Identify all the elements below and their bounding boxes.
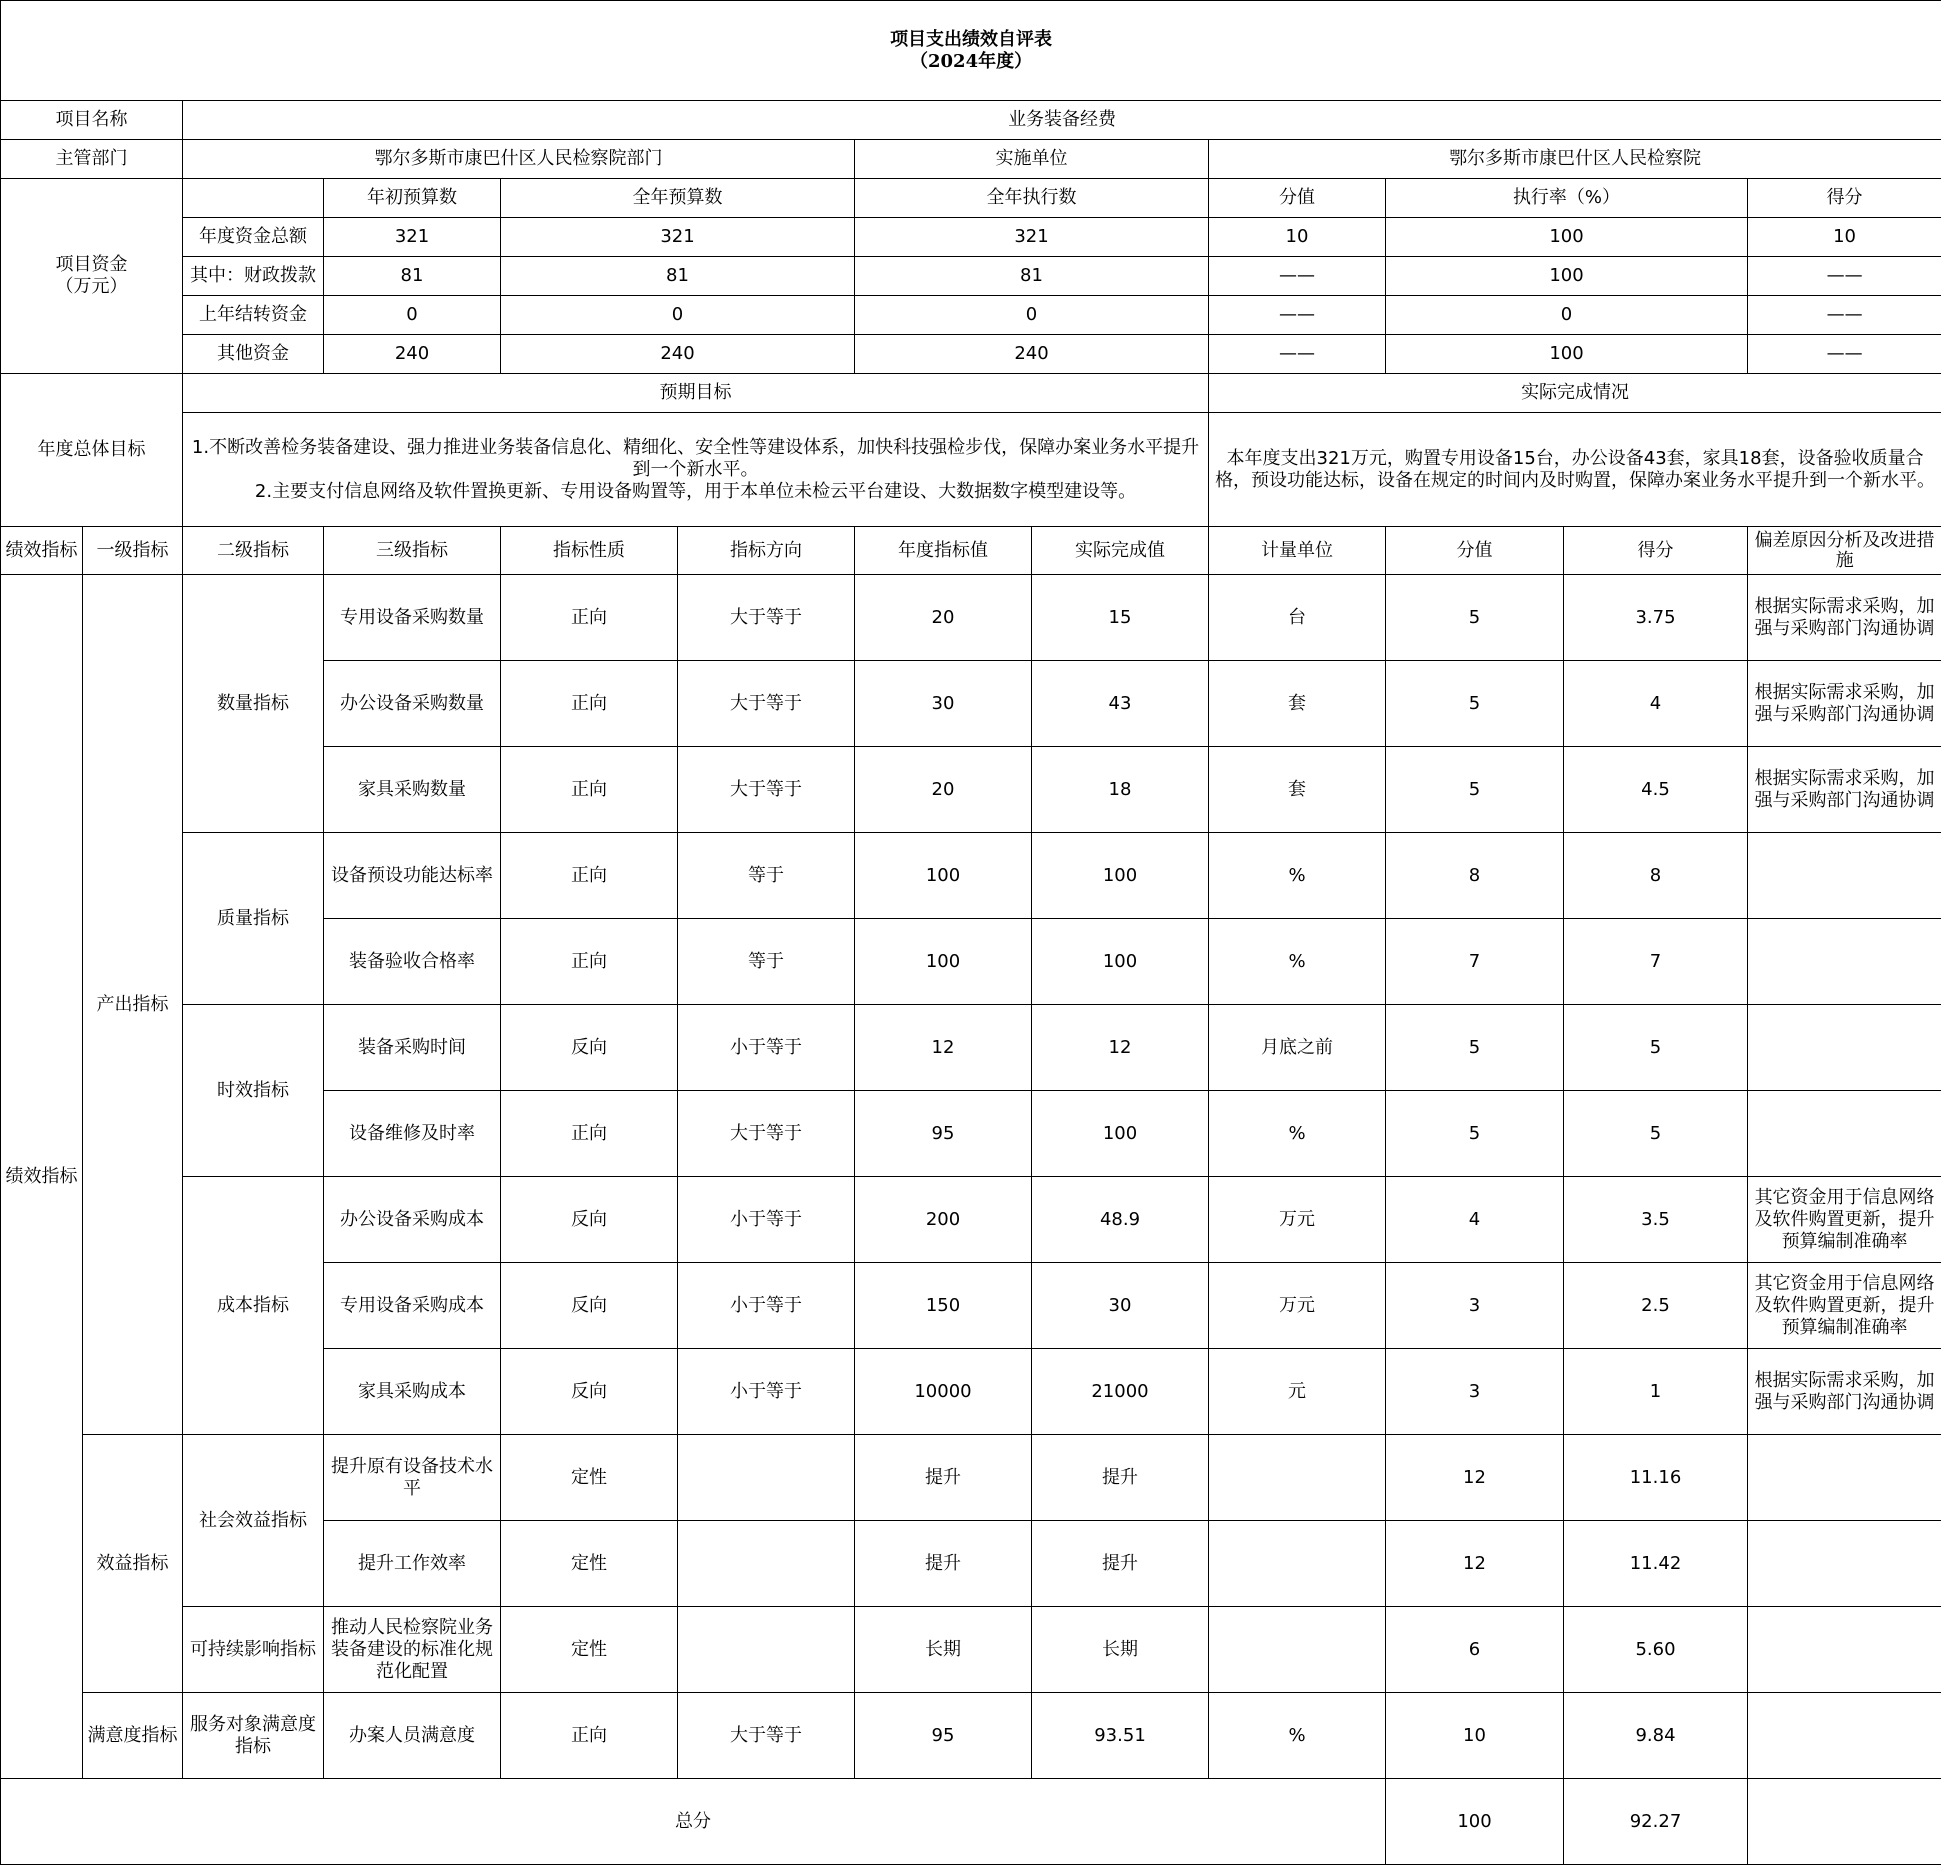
ind-header-10: 得分 [1564,527,1748,575]
funds-header-executed: 全年执行数 [855,179,1209,218]
funds-cell: —— [1748,257,1941,296]
funds-cell: 321 [324,218,501,257]
funds-row-name: 其中：财政拨款 [183,257,324,296]
ind-nature: 反向 [501,1349,678,1435]
goals-expected-header: 预期目标 [183,374,1209,413]
total-weight: 100 [1386,1779,1564,1865]
ind-actual: 12 [1032,1005,1209,1091]
ind-nature: 正向 [501,1091,678,1177]
ind-target: 100 [855,833,1032,919]
goals-actual-header: 实际完成情况 [1209,374,1941,413]
ind-weight: 12 [1386,1435,1564,1521]
level1-satisfaction: 满意度指标 [83,1693,183,1779]
ind-unit: 元 [1209,1349,1386,1435]
ind-name: 办公设备采购成本 [324,1177,501,1263]
funds-cell: 240 [324,335,501,374]
total-row [1,1779,1941,1865]
ind-target: 20 [855,747,1032,833]
funds-cell: —— [1209,257,1386,296]
funds-cell: 240 [855,335,1209,374]
ind-target: 150 [855,1263,1032,1349]
ind-weight: 12 [1386,1521,1564,1607]
ind-score: 2.5 [1564,1263,1748,1349]
ind-target: 长期 [855,1607,1032,1693]
goals-label: 年度总体目标 [1,374,183,527]
funds-label-line1: 项目资金 [55,254,128,275]
ind-unit: 万元 [1209,1177,1386,1263]
ind-score: 11.42 [1564,1521,1748,1607]
level1-output: 产出指标 [83,575,183,1435]
ind-name: 提升工作效率 [324,1521,501,1607]
ind-nature: 正向 [501,919,678,1005]
ind-name: 装备验收合格率 [324,919,501,1005]
ind-target: 30 [855,661,1032,747]
funds-header-initial: 年初预算数 [324,179,501,218]
level2-quality: 质量指标 [183,833,324,1005]
ind-score: 3.75 [1564,575,1748,661]
ind-reason [1748,1005,1941,1091]
ind-header-8: 计量单位 [1209,527,1386,575]
ind-header-4: 指标性质 [501,527,678,575]
ind-dir: 小于等于 [678,1263,855,1349]
ind-weight: 5 [1386,661,1564,747]
ind-reason: 其它资金用于信息网络及软件购置更新，提升预算编制准确率 [1748,1263,1941,1349]
ind-weight: 5 [1386,747,1564,833]
funds-header-blank [183,179,324,218]
funds-header-weight: 分值 [1209,179,1386,218]
project-name-label: 项目名称 [1,101,183,140]
table-row [1,575,1941,661]
ind-dir [678,1607,855,1693]
ind-weight: 5 [1386,1005,1564,1091]
ind-unit: % [1209,1693,1386,1779]
goals-expected-line1: 1.不断改善检务装备建设、强力推进业务装备信息化、精细化、安全性等建设体系，加快科技强检步伐，保障办案业务水平提升到一个新水平。 [191,436,1200,480]
ind-header-1: 一级指标 [83,527,183,575]
ind-score: 7 [1564,919,1748,1005]
funds-cell: —— [1209,296,1386,335]
ind-unit: 套 [1209,747,1386,833]
funds-cell: 81 [324,257,501,296]
ind-nature: 正向 [501,1693,678,1779]
ind-actual: 100 [1032,919,1209,1005]
ind-unit: 套 [1209,661,1386,747]
funds-row-name: 上年结转资金 [183,296,324,335]
ind-nature: 正向 [501,833,678,919]
funds-cell: 10 [1209,218,1386,257]
ind-unit: 万元 [1209,1263,1386,1349]
ind-reason: 根据实际需求采购，加强与采购部门沟通协调 [1748,575,1941,661]
ind-score: 1 [1564,1349,1748,1435]
ind-name: 提升原有设备技术水平 [324,1435,501,1521]
funds-cell: 321 [855,218,1209,257]
ind-score: 5 [1564,1091,1748,1177]
dept-value: 鄂尔多斯市康巴什区人民检察院部门 [183,140,855,179]
ind-dir: 大于等于 [678,661,855,747]
ind-reason [1748,1091,1941,1177]
level1-benefit: 效益指标 [83,1435,183,1693]
funds-cell: 0 [501,296,855,335]
ind-nature: 定性 [501,1521,678,1607]
table-row [1,1607,1941,1693]
ind-dir: 大于等于 [678,1091,855,1177]
total-score: 92.27 [1564,1779,1748,1865]
ind-weight: 3 [1386,1263,1564,1349]
ind-dir: 小于等于 [678,1005,855,1091]
ind-score: 9.84 [1564,1693,1748,1779]
level2-cost: 成本指标 [183,1177,324,1435]
goals-expected-line2: 2.主要支付信息网络及软件置换更新、专用设备购置等，用于本单位未检云平台建设、大数据数字模型建设等。 [254,480,1137,502]
funds-row [1,296,1941,335]
ind-actual: 100 [1032,1091,1209,1177]
title-text: 项目支出绩效自评表 [890,28,1053,50]
ind-target: 100 [855,919,1032,1005]
ind-score: 4.5 [1564,747,1748,833]
ind-nature: 正向 [501,575,678,661]
funds-row-name: 年度资金总额 [183,218,324,257]
ind-weight: 4 [1386,1177,1564,1263]
ind-actual: 100 [1032,833,1209,919]
ind-dir: 大于等于 [678,747,855,833]
level2-social: 社会效益指标 [183,1435,324,1607]
ind-actual: 30 [1032,1263,1209,1349]
ind-unit [1209,1607,1386,1693]
funds-cell: 81 [501,257,855,296]
funds-row-name: 其他资金 [183,335,324,374]
ind-score: 4 [1564,661,1748,747]
ind-nature: 反向 [501,1005,678,1091]
ind-reason [1748,919,1941,1005]
funds-cell: 240 [501,335,855,374]
ind-unit: % [1209,919,1386,1005]
funds-cell: 321 [501,218,855,257]
ind-weight: 7 [1386,919,1564,1005]
ind-unit: % [1209,833,1386,919]
total-label: 总分 [1,1779,1386,1865]
ind-actual: 48.9 [1032,1177,1209,1263]
ind-name: 设备维修及时率 [324,1091,501,1177]
impl-label: 实施单位 [855,140,1209,179]
table-row [1,1693,1941,1779]
subtitle-text: （2024年度） [910,50,1033,72]
ind-weight: 8 [1386,833,1564,919]
ind-dir: 等于 [678,919,855,1005]
table-row [1,1435,1941,1521]
ind-dir [678,1435,855,1521]
ind-dir [678,1521,855,1607]
funds-cell: 0 [1386,296,1748,335]
ind-reason [1748,833,1941,919]
ind-weight: 3 [1386,1349,1564,1435]
ind-name: 办案人员满意度 [324,1693,501,1779]
funds-cell: 0 [855,296,1209,335]
ind-header-0: 绩效指标 [1,527,83,575]
ind-target: 200 [855,1177,1032,1263]
ind-target: 提升 [855,1435,1032,1521]
ind-name: 家具采购数量 [324,747,501,833]
funds-cell: 100 [1386,335,1748,374]
ind-reason: 根据实际需求采购，加强与采购部门沟通协调 [1748,661,1941,747]
funds-cell: 81 [855,257,1209,296]
table-row [1,1177,1941,1263]
ind-nature: 正向 [501,661,678,747]
ind-name: 设备预设功能达标率 [324,833,501,919]
ind-actual: 长期 [1032,1607,1209,1693]
ind-header-7: 实际完成值 [1032,527,1209,575]
ind-header-2: 二级指标 [183,527,324,575]
funds-row [1,257,1941,296]
funds-cell: 10 [1748,218,1941,257]
ind-reason [1748,1435,1941,1521]
ind-unit [1209,1521,1386,1607]
ind-reason [1748,1693,1941,1779]
ind-header-3: 三级指标 [324,527,501,575]
ind-dir: 等于 [678,833,855,919]
ind-name: 专用设备采购数量 [324,575,501,661]
ind-actual: 43 [1032,661,1209,747]
ind-score: 8 [1564,833,1748,919]
dept-label: 主管部门 [1,140,183,179]
funds-cell: 0 [324,296,501,335]
ind-name: 办公设备采购数量 [324,661,501,747]
level2-quantity: 数量指标 [183,575,324,833]
ind-reason: 根据实际需求采购，加强与采购部门沟通协调 [1748,1349,1941,1435]
ind-weight: 5 [1386,575,1564,661]
ind-unit: 月底之前 [1209,1005,1386,1091]
table-row [1,833,1941,919]
funds-label-line2: （万元） [55,276,128,297]
ind-target: 12 [855,1005,1032,1091]
funds-header-score: 得分 [1748,179,1941,218]
ind-unit: % [1209,1091,1386,1177]
level2-timeliness: 时效指标 [183,1005,324,1177]
ind-nature: 定性 [501,1435,678,1521]
funds-cell: 100 [1386,218,1748,257]
ind-dir: 大于等于 [678,1693,855,1779]
project-name-value: 业务装备经费 [183,101,1941,140]
ind-weight: 5 [1386,1091,1564,1177]
funds-header-rate: 执行率（%） [1386,179,1748,218]
level2-service-satisfaction: 服务对象满意度指标 [183,1693,324,1779]
ind-actual: 提升 [1032,1521,1209,1607]
table-title [1,1,1941,101]
ind-score: 5.60 [1564,1607,1748,1693]
ind-reason: 根据实际需求采购，加强与采购部门沟通协调 [1748,747,1941,833]
ind-header-11: 偏差原因分析及改进措施 [1748,527,1941,575]
funds-cell: —— [1209,335,1386,374]
impl-value: 鄂尔多斯市康巴什区人民检察院 [1209,140,1941,179]
level2-sustainable: 可持续影响指标 [183,1607,324,1693]
ind-actual: 18 [1032,747,1209,833]
funds-header-annual: 全年预算数 [501,179,855,218]
funds-row [1,218,1941,257]
ind-name: 家具采购成本 [324,1349,501,1435]
ind-target: 95 [855,1693,1032,1779]
indicator-header-row [1,527,1941,575]
ind-unit [1209,1435,1386,1521]
ind-target: 提升 [855,1521,1032,1607]
ind-nature: 定性 [501,1607,678,1693]
ind-weight: 6 [1386,1607,1564,1693]
ind-nature: 反向 [501,1177,678,1263]
ind-name: 推动人民检察院业务装备建设的标准化规范化配置 [324,1607,501,1693]
ind-dir: 小于等于 [678,1349,855,1435]
goals-actual-text: 本年度支出321万元，购置专用设备15台，办公设备43套，家具18套，设备验收质量合格，预设功能达标，设备在规定的时间内及时购置，保障办案业务水平提升到一个新水平。 [1209,413,1941,527]
funds-cell: —— [1748,335,1941,374]
goals-expected-text [183,413,1209,527]
ind-reason [1748,1607,1941,1693]
ind-reason: 其它资金用于信息网络及软件购置更新，提升预算编制准确率 [1748,1177,1941,1263]
ind-header-6: 年度指标值 [855,527,1032,575]
ind-nature: 反向 [501,1263,678,1349]
ind-dir: 大于等于 [678,575,855,661]
ind-score: 11.16 [1564,1435,1748,1521]
ind-reason [1748,1521,1941,1607]
total-reason [1748,1779,1941,1865]
funds-row [1,335,1941,374]
funds-cell: 100 [1386,257,1748,296]
ind-weight: 10 [1386,1693,1564,1779]
funds-cell: —— [1748,296,1941,335]
ind-header-9: 分值 [1386,527,1564,575]
ind-actual: 提升 [1032,1435,1209,1521]
ind-nature: 正向 [501,747,678,833]
ind-score: 5 [1564,1005,1748,1091]
ind-actual: 15 [1032,575,1209,661]
table-row [1,1005,1941,1091]
ind-actual: 93.51 [1032,1693,1209,1779]
ind-unit: 台 [1209,575,1386,661]
ind-target: 95 [855,1091,1032,1177]
ind-name: 专用设备采购成本 [324,1263,501,1349]
ind-actual: 21000 [1032,1349,1209,1435]
ind-target: 10000 [855,1349,1032,1435]
ind-dir: 小于等于 [678,1177,855,1263]
ind-section-label: 绩效指标 [1,575,83,1779]
ind-header-5: 指标方向 [678,527,855,575]
ind-score: 3.5 [1564,1177,1748,1263]
ind-name: 装备采购时间 [324,1005,501,1091]
ind-target: 20 [855,575,1032,661]
funds-label [1,179,183,374]
